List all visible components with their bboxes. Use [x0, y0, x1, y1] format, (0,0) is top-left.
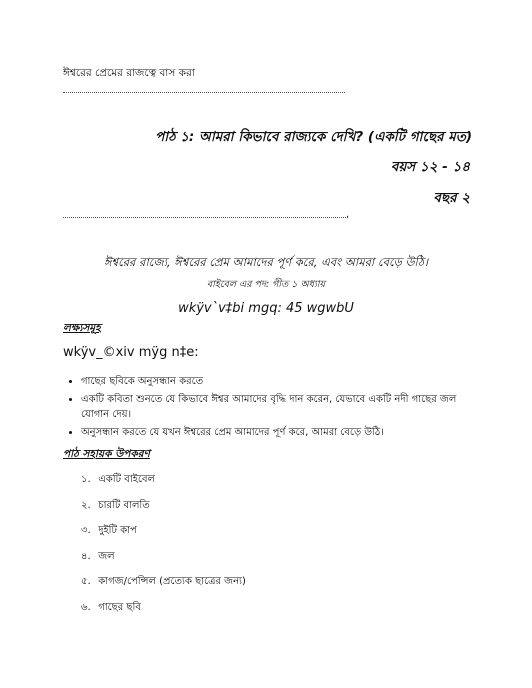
material-number: ৩.: [81, 525, 91, 536]
objectives-intro-encoded: wkÿv_©xiv mÿg n‡e:: [63, 345, 199, 360]
material-number: ৪.: [81, 550, 91, 562]
material-item: [81, 523, 246, 549]
material-item: [81, 472, 246, 498]
material-number: ২.: [81, 499, 91, 511]
year-label: বছর ২: [433, 190, 470, 206]
objective-item: • একটি কবিতা শুনতে যে কিভাবে ঈশ্বর আমাদের বৃদ্ধি দান করেন, যেভাবে একটি নদী গাছের জল যোগান দেয়।: [81, 392, 481, 422]
material-text: একটি বাইবেল: [98, 474, 155, 485]
objectives-list: [63, 374, 481, 443]
bible-reference: বাইবেল এর পদ: গীত ১ অধ্যায়: [206, 279, 326, 290]
dotted-divider: [63, 92, 345, 93]
document-header-title: ঈশ্বরের প্রেমের রাজত্বে বাস করা: [63, 67, 195, 79]
material-text: কাগজ/পেন্সিল (প্রত্যেক ছাত্রের জন্য): [98, 576, 246, 587]
theme-verse: ঈশ্বরের রাজ্যে, ঈশ্বরের প্রেম আমাদের পূর্ণ করে, এবং আমরা বেড়ে উঠি।: [104, 255, 428, 269]
objectives-heading: লক্ষ্যসমূহ: [63, 322, 101, 334]
material-text: চারটি বালতি: [98, 499, 150, 511]
material-number: ১.: [81, 474, 91, 485]
material-number: ৫.: [81, 576, 91, 587]
material-item: [81, 549, 246, 575]
material-text: জল: [98, 550, 115, 562]
dotted-divider: [63, 217, 348, 218]
material-text: গাছের ছবি: [98, 601, 141, 613]
lesson-title: পাঠ ১: আমরা কিভাবে রাজ্যকে দেখি? (একটি গাছের মত): [155, 129, 472, 145]
material-item: [81, 498, 246, 524]
material-item: [81, 600, 246, 626]
divider-end-dot: .: [346, 209, 350, 220]
material-item: [81, 574, 246, 600]
material-text: দুইটি কাপ: [98, 525, 137, 536]
objective-item: • গাছের ছবিকে অনুসন্ধান করতে: [81, 374, 481, 389]
materials-list: [63, 472, 246, 625]
objective-item: • অনুসন্ধান করতে যে যখন ঈশ্বরের প্রেম আমাদের পূর্ণ করে, আমরা বেড়ে উঠি।: [81, 425, 481, 440]
lesson-duration-encoded: wkÿv`v‡bi mgq: 45 wgwbU: [178, 301, 354, 316]
age-range: বয়স ১২ - ১৪: [390, 159, 470, 175]
material-number: ৬.: [81, 601, 91, 613]
materials-heading: পাঠ সহায়ক উপকরণ: [63, 448, 150, 460]
